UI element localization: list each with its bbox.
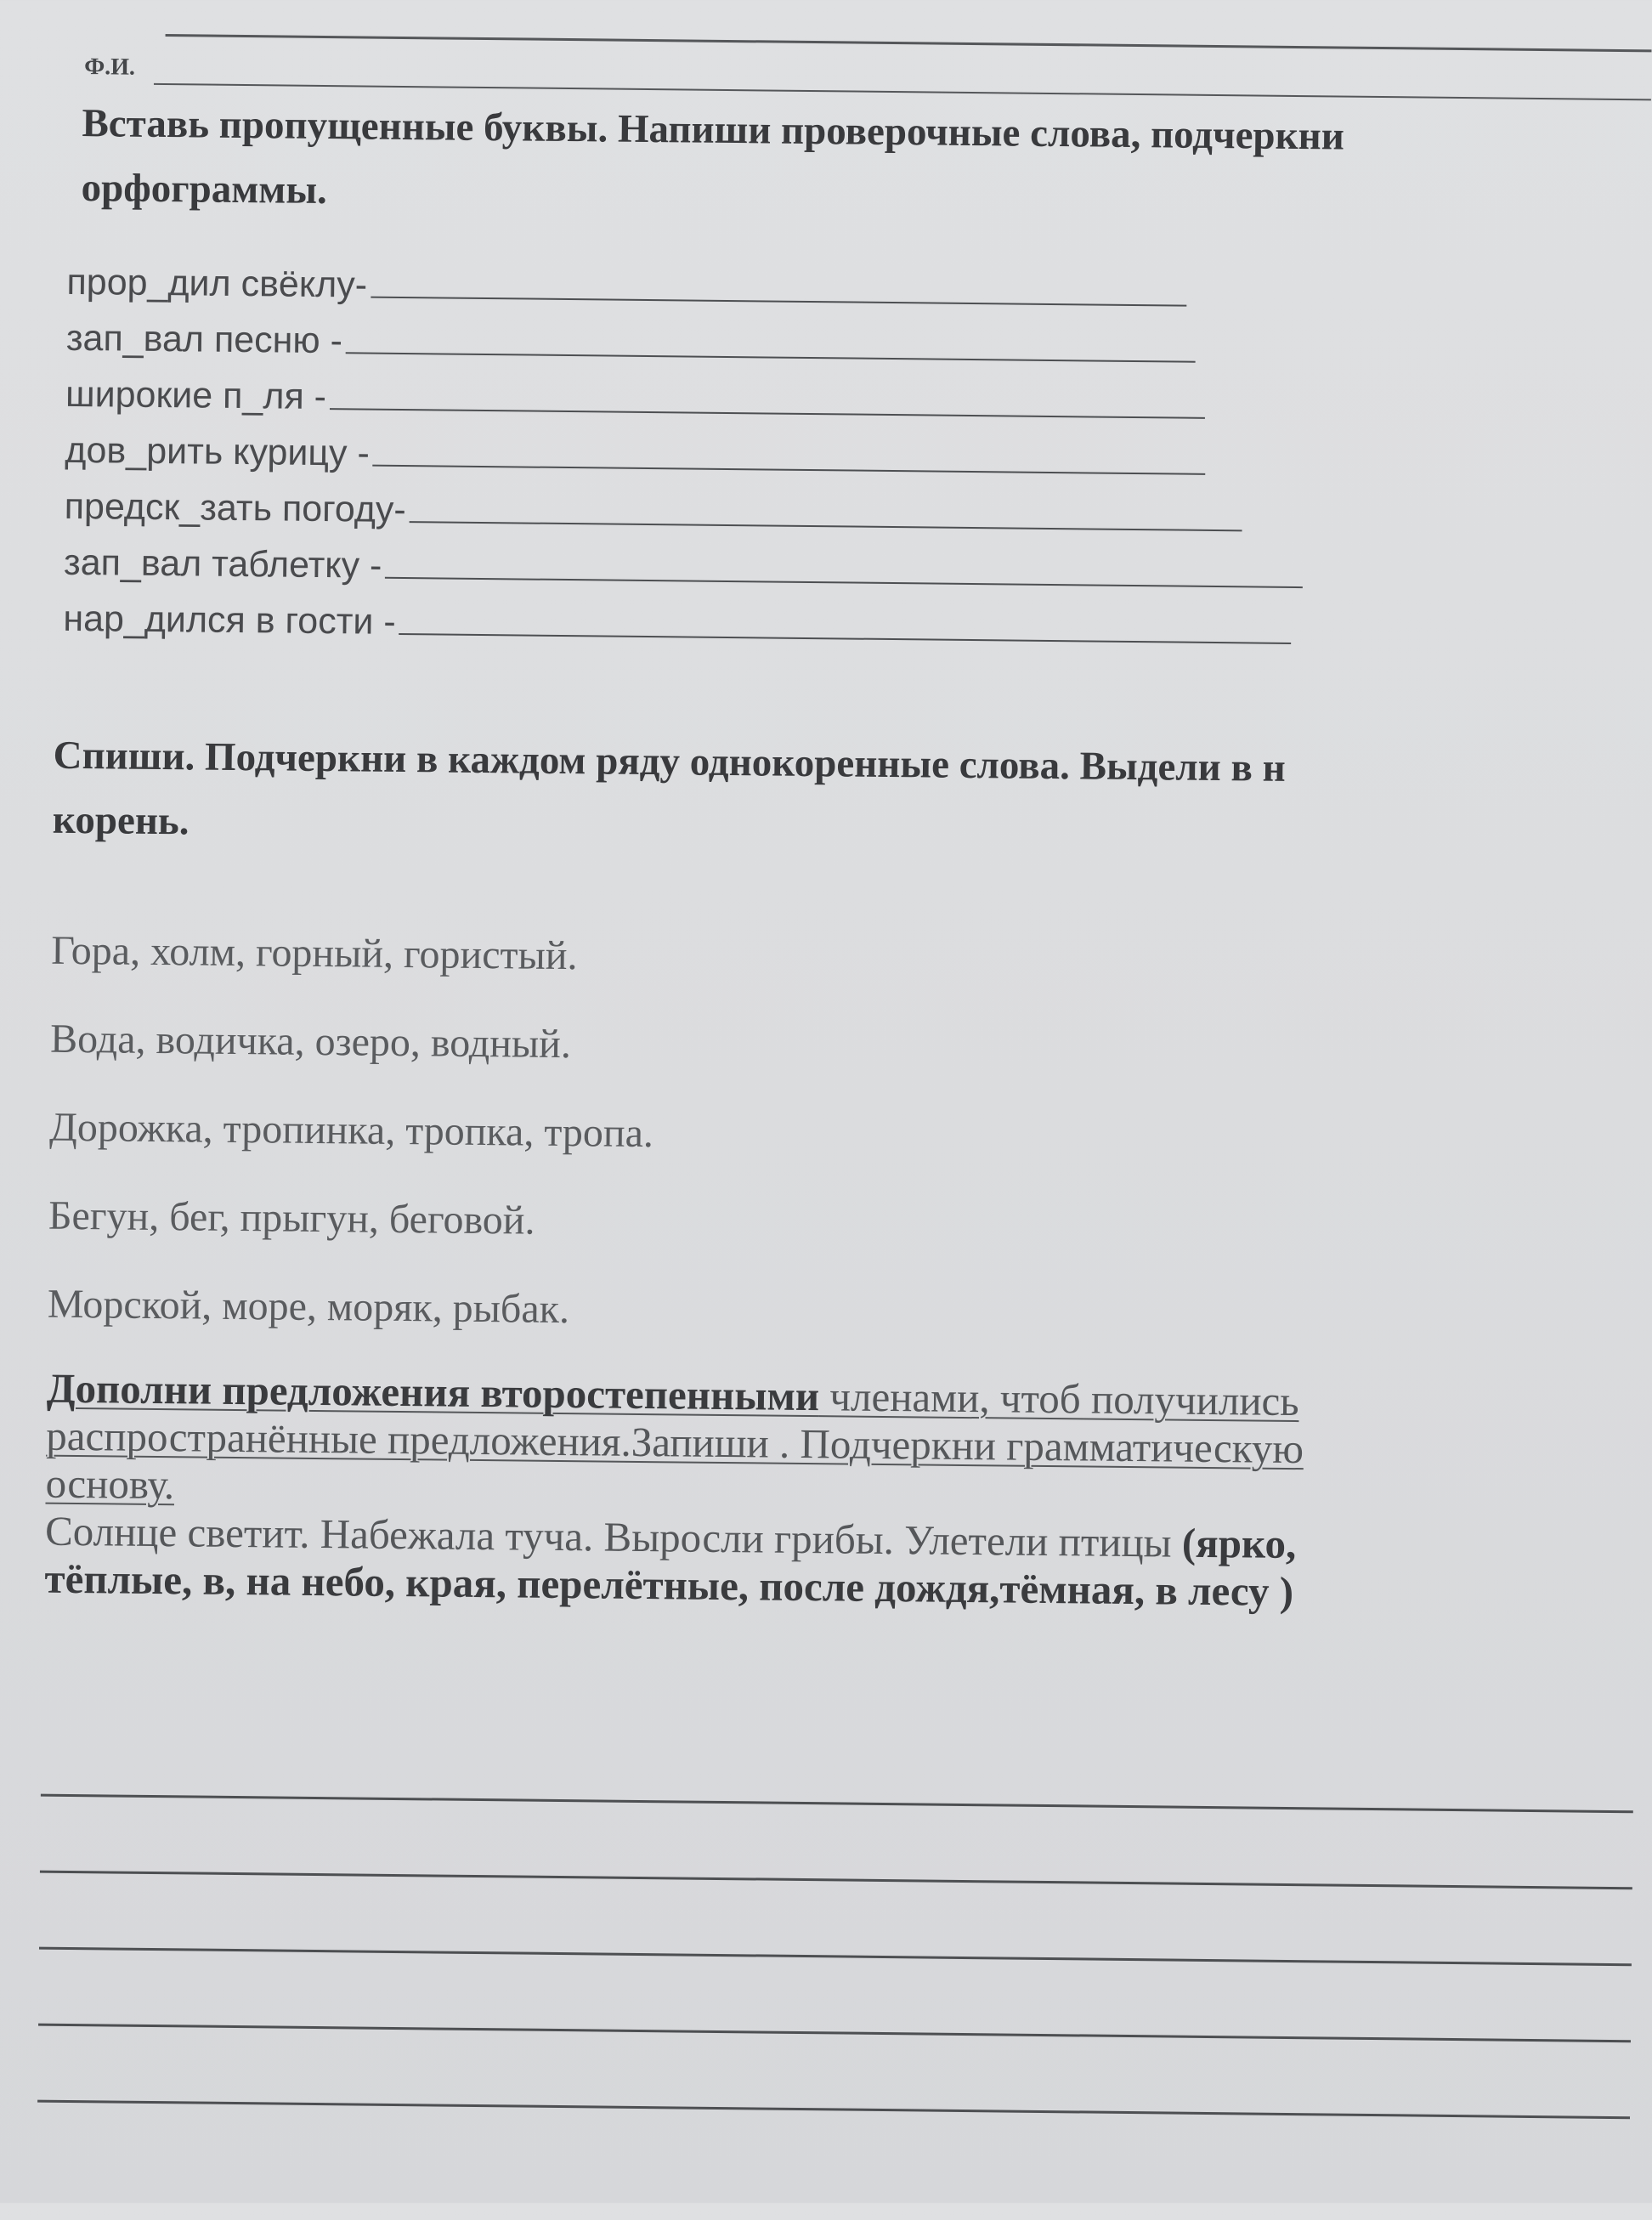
answer-lines	[37, 1794, 1633, 2194]
exercise-text: нар_дился в гости -	[63, 597, 396, 643]
writing-line[interactable]	[40, 1871, 1632, 1890]
word-row: Бегун, бег, прыгун, беговой.	[48, 1192, 535, 1243]
writing-line[interactable]	[39, 1947, 1632, 1967]
task3-block	[44, 1365, 1638, 1620]
task3-instruction-rest: членами, чтоб получились	[818, 1373, 1299, 1425]
task3-instruction-line: распространённые предложения.Запиши . Подчеркни грамматическую	[46, 1412, 1304, 1473]
task3-sentences: Солнце светит. Набежала туча. Выросли грибы. Улетели птицы	[44, 1507, 1172, 1566]
writing-line[interactable]	[38, 2024, 1631, 2043]
exercise-text: прор_дил свёклу-	[66, 261, 368, 306]
task2-instruction-line: Спиши. Подчеркни в каждом ряду однокоренные слова. Выдели в н	[53, 733, 1287, 790]
exercise-text: зап_вал таблетку -	[63, 541, 382, 586]
exercise-text: зап_вал песню -	[65, 317, 343, 362]
exercise-text: предск_зать погоду-	[64, 485, 407, 531]
word-row: Дорожка, тропинка, тропка, тропа.	[48, 1104, 654, 1157]
answer-blank[interactable]	[385, 577, 1303, 588]
task2-instruction	[53, 723, 1287, 865]
task2-instruction-line: корень.	[52, 797, 190, 844]
task1-instruction-line: орфограммы.	[81, 166, 328, 213]
task1-instruction-line: Вставь пропущенные буквы. Напиши проверочные слова, подчеркни	[82, 101, 1345, 159]
task3-instruction-bold: Дополни предложения второстепенными	[46, 1364, 820, 1420]
task3-word-bank-start: (ярко,	[1181, 1519, 1297, 1568]
task3-instruction-line: основу.	[45, 1459, 175, 1509]
answer-blank[interactable]	[371, 297, 1186, 307]
word-row: Морской, море, моряк, рыбак.	[47, 1281, 570, 1333]
word-row: Гора, холм, горный, гористый.	[51, 927, 578, 979]
writing-line[interactable]	[41, 1794, 1633, 1814]
answer-blank[interactable]	[410, 521, 1242, 531]
answer-blank[interactable]	[373, 465, 1206, 475]
task3-word-bank: тёплые, в, на небо, края, перелётные, после дождя,тёмная, в лесу )	[44, 1555, 1294, 1616]
word-row: Вода, водичка, озеро, водный.	[49, 1016, 572, 1068]
answer-blank[interactable]	[399, 633, 1292, 644]
exercise-text: дов_рить курицу -	[65, 429, 371, 474]
task1-instruction	[81, 91, 1344, 234]
name-label: Ф.И.	[84, 54, 136, 81]
task2-word-rows	[47, 927, 655, 1375]
writing-line[interactable]	[37, 2100, 1630, 2120]
exercise-text: широкие п_ля -	[65, 373, 327, 418]
answer-blank[interactable]	[330, 408, 1205, 419]
page-top-edge-line	[166, 34, 1652, 52]
task1-exercise-list	[63, 247, 1306, 653]
answer-blank[interactable]	[346, 352, 1196, 362]
exercise-item	[63, 584, 1303, 653]
